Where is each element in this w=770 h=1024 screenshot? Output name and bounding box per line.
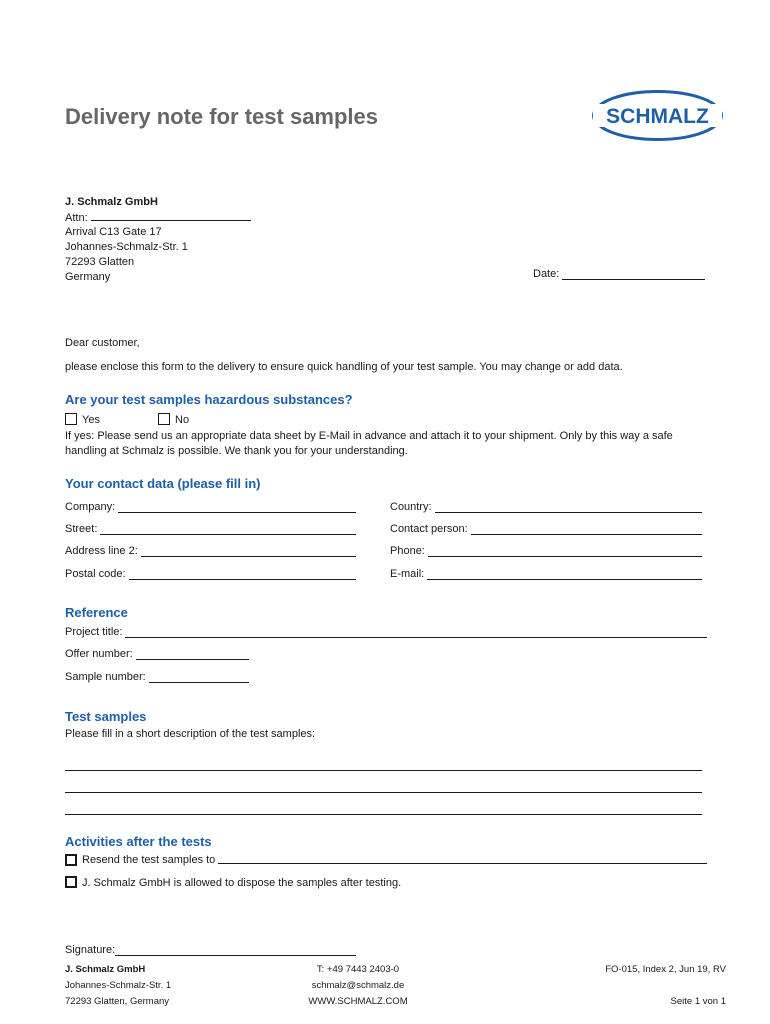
description-line[interactable] xyxy=(65,814,702,815)
footer-street: Johannes-Schmalz-Str. 1 xyxy=(65,980,172,991)
sample-number-field[interactable] xyxy=(65,671,249,683)
resend-label: Resend the test samples to xyxy=(82,853,216,866)
footer-phone: T: +49 7443 2403-0 xyxy=(316,964,400,975)
footer-city: 72293 Glatten, Germany xyxy=(65,996,170,1007)
logo-text: SCHMALZ xyxy=(606,105,709,128)
postal-code-field[interactable] xyxy=(65,568,356,580)
intro-text: please enclose this form to the delivery to ensure quick handling of your test sample. You may change or add data. xyxy=(65,361,623,373)
footer-contact xyxy=(258,962,458,1010)
schmalz-logo xyxy=(592,90,723,141)
reference-heading: Reference xyxy=(65,605,128,620)
footer-company: J. Schmalz GmbH xyxy=(65,964,146,975)
greeting: Dear customer, xyxy=(65,337,140,349)
phone-label: Phone: xyxy=(390,545,425,557)
phone-field[interactable] xyxy=(390,545,702,557)
attn-label: Attn: xyxy=(65,212,88,224)
date-label: Date: xyxy=(533,268,560,280)
footer-page-number: Seite 1 von 1 xyxy=(670,996,726,1007)
street-field[interactable] xyxy=(65,523,356,535)
company-label: Company: xyxy=(65,501,116,513)
hazard-yes-option[interactable] xyxy=(65,413,100,426)
email-field[interactable] xyxy=(390,568,702,580)
yes-checkbox[interactable] xyxy=(65,413,77,425)
footer-form-id: FO-015, Index 2, Jun 19, RV xyxy=(605,964,726,975)
signature-label: Signature: xyxy=(65,944,116,956)
address-line: Germany xyxy=(65,271,111,283)
footer-form-info xyxy=(605,962,726,1010)
country-field[interactable] xyxy=(390,501,702,513)
footer-address xyxy=(65,962,171,1010)
recipient-address xyxy=(65,195,251,285)
description-line[interactable] xyxy=(65,770,702,771)
address-line: Johannes-Schmalz-Str. 1 xyxy=(65,241,188,253)
footer-email[interactable]: schmalz@schmalz.de xyxy=(311,980,405,991)
description-line[interactable] xyxy=(65,792,702,793)
contact-heading: Your contact data (please fill in) xyxy=(65,476,261,491)
dispose-label: J. Schmalz GmbH is allowed to dispose the samples after testing. xyxy=(82,877,402,889)
dispose-checkbox[interactable] xyxy=(65,876,77,888)
address2-label: Address line 2: xyxy=(65,545,138,557)
samples-heading: Test samples xyxy=(65,709,147,724)
page-title: Delivery note for test samples xyxy=(65,104,379,129)
dispose-option[interactable] xyxy=(65,876,401,889)
project-title-label: Project title: xyxy=(65,626,123,638)
project-title-field[interactable] xyxy=(65,626,707,638)
resend-checkbox[interactable] xyxy=(65,854,77,866)
country-label: Country: xyxy=(390,501,432,513)
hazard-heading: Are your test samples hazardous substances? xyxy=(65,392,353,407)
no-checkbox[interactable] xyxy=(158,413,170,425)
email-label: E-mail: xyxy=(390,568,425,580)
address-line: 72293 Glatten xyxy=(65,256,135,268)
contact-person-field[interactable] xyxy=(390,523,702,535)
offer-number-label: Offer number: xyxy=(65,648,133,660)
resend-option[interactable] xyxy=(65,853,707,866)
footer-web[interactable]: WWW.SCHMALZ.COM xyxy=(308,996,408,1007)
attn-field[interactable] xyxy=(91,210,251,221)
no-label: No xyxy=(175,414,190,426)
address-company: J. Schmalz GmbH xyxy=(65,196,158,208)
sample-number-label: Sample number: xyxy=(65,671,146,683)
yes-label: Yes xyxy=(82,414,100,426)
hazard-note: handling at Schmalz is possible. We thank you for your understanding. xyxy=(65,445,408,457)
hazard-note: If yes: Please send us an appropriate data sheet by E-Mail in advance and attach it to your shipment. Only by this way a safe xyxy=(65,430,673,442)
date-field[interactable] xyxy=(533,268,705,280)
company-field[interactable] xyxy=(65,501,356,513)
street-label: Street: xyxy=(65,523,98,535)
address-line: Arrival C13 Gate 17 xyxy=(65,226,162,238)
samples-instruction: Please fill in a short description of the test samples: xyxy=(65,728,316,740)
contact-person-label: Contact person: xyxy=(390,523,468,535)
activities-heading: Activities after the tests xyxy=(65,834,212,849)
signature-field[interactable] xyxy=(65,944,356,956)
postal-label: Postal code: xyxy=(65,568,126,580)
hazard-no-option[interactable] xyxy=(158,413,189,426)
address-line-2-field[interactable] xyxy=(65,545,356,557)
offer-number-field[interactable] xyxy=(65,648,249,660)
